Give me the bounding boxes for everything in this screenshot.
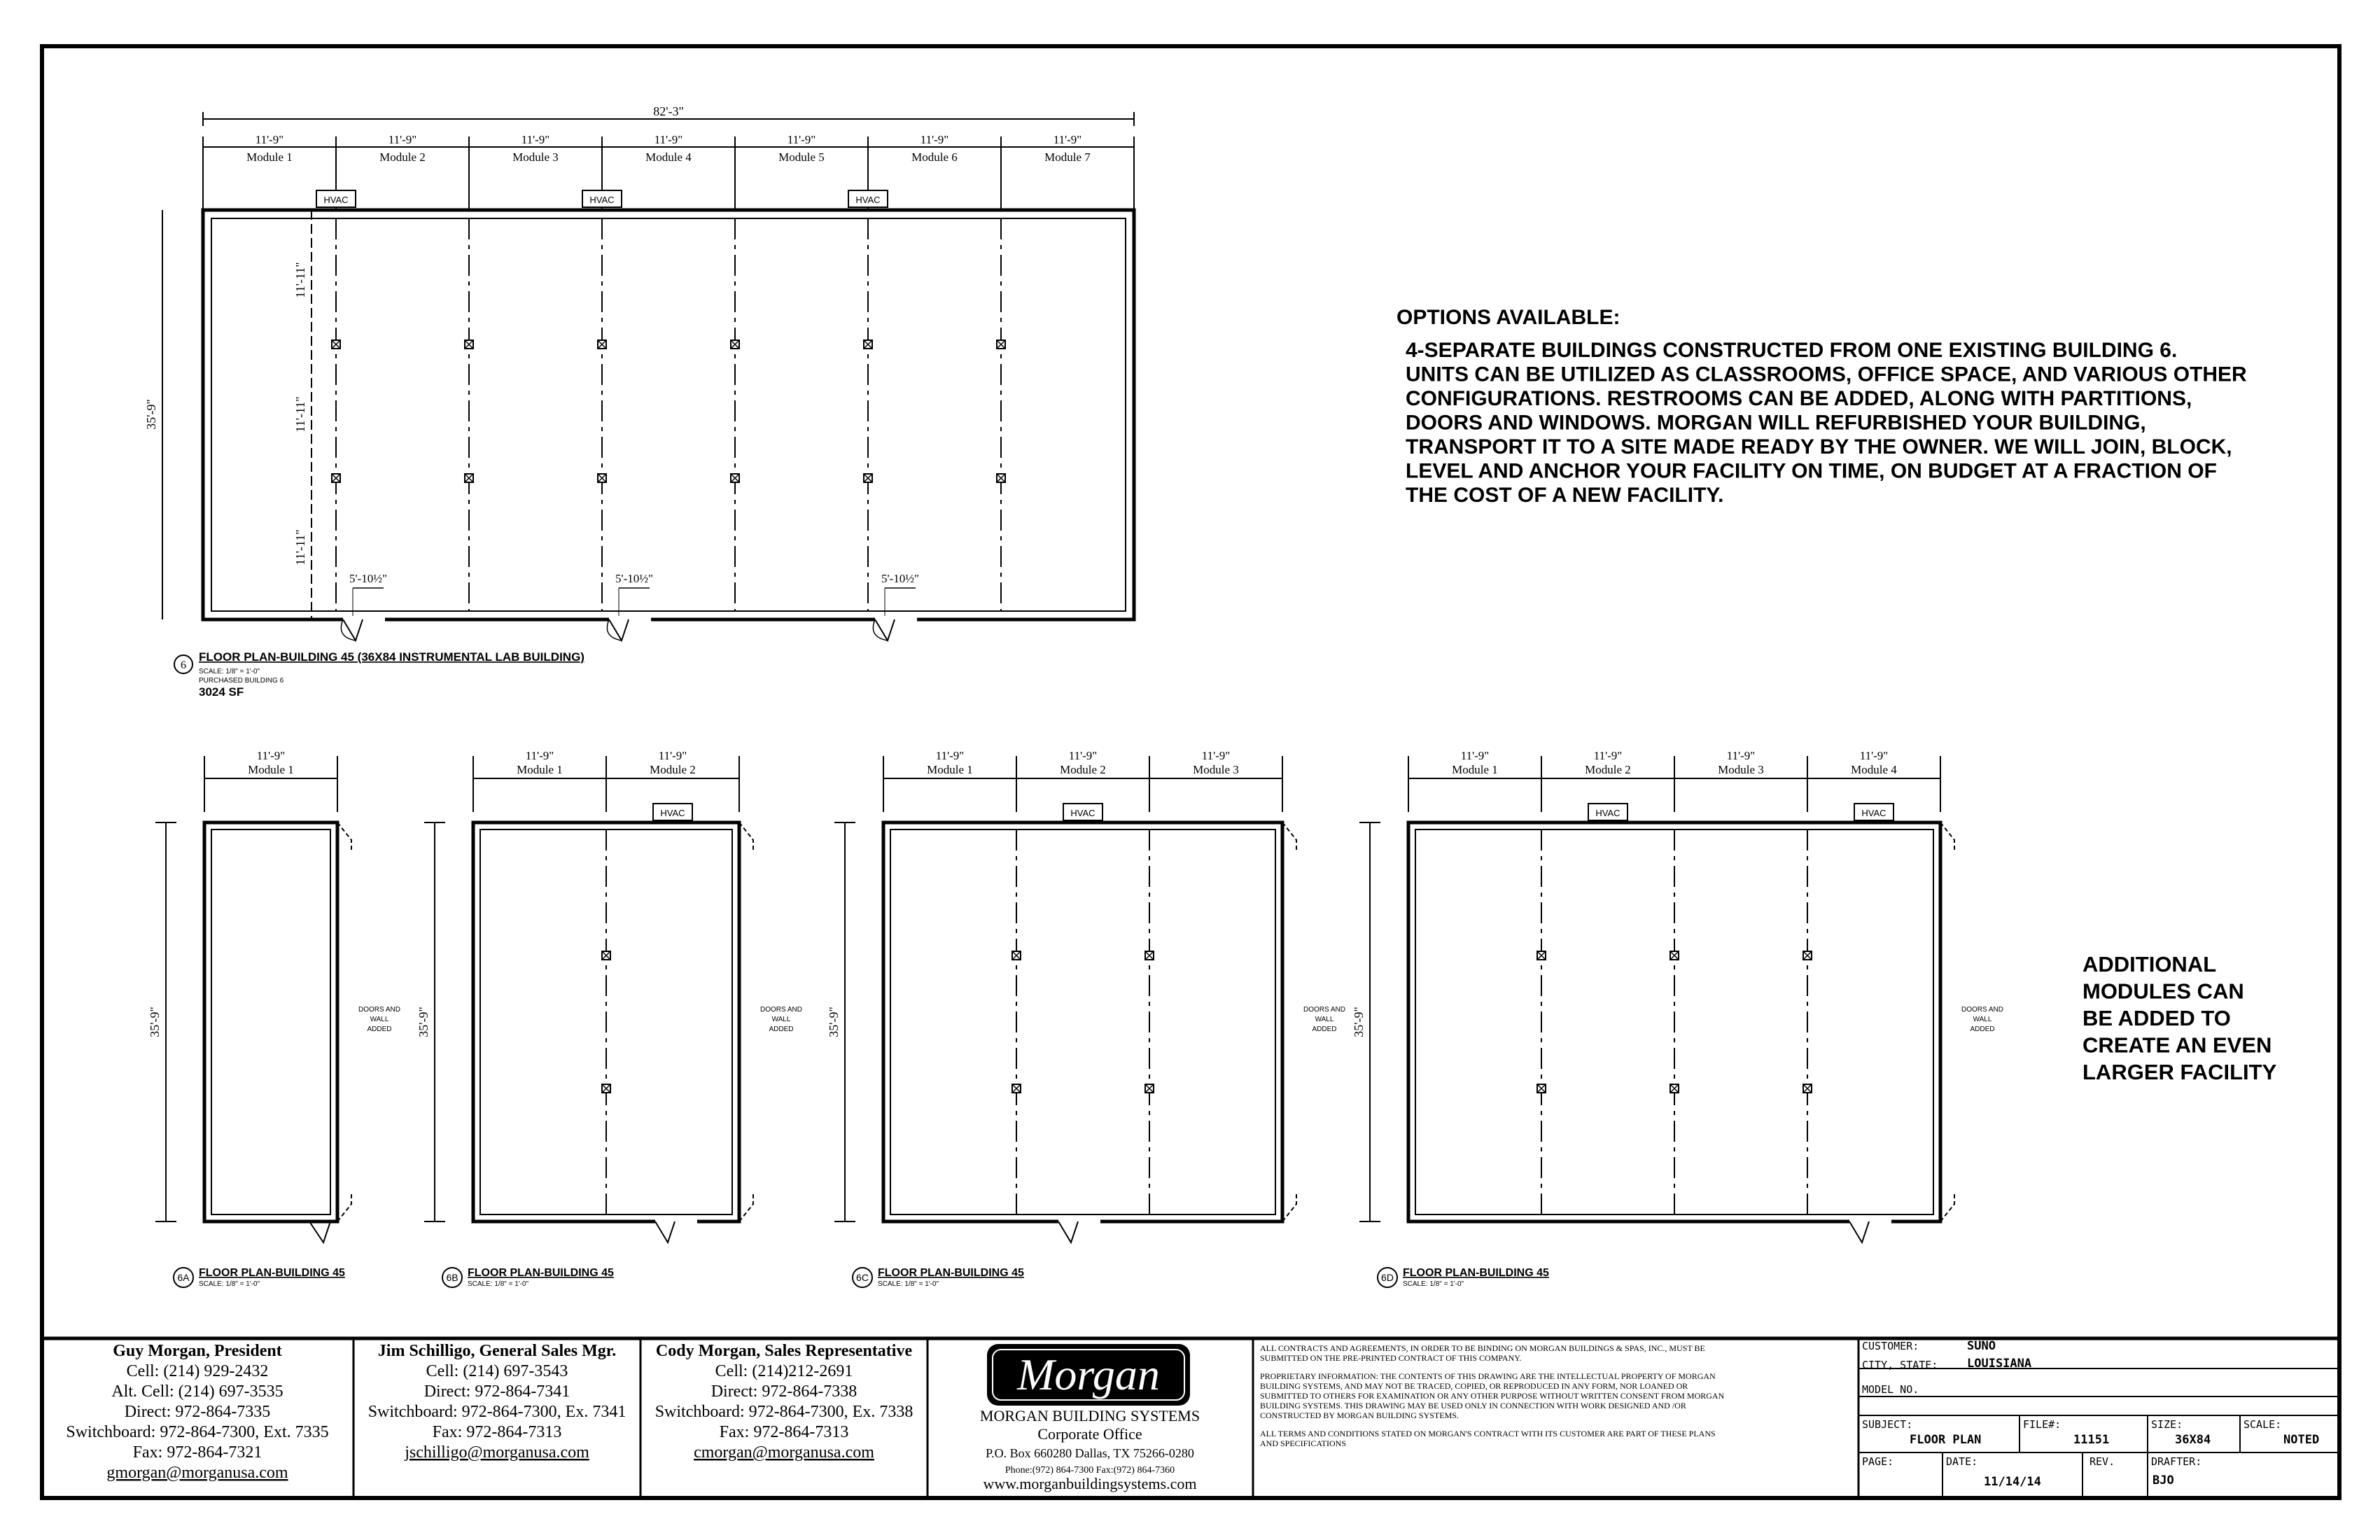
- module-dim-label: 11'-9": [388, 133, 417, 146]
- module-label: Module 1: [517, 763, 563, 776]
- door-opening: [1058, 1217, 1100, 1226]
- height-dim-label: 35'-9": [416, 1007, 430, 1037]
- plan-tag: 6: [181, 659, 186, 671]
- door-swing: [1282, 822, 1296, 850]
- doors-note: DOORS AND: [1303, 1006, 1346, 1014]
- additional-modules-note: [2082, 952, 2277, 1084]
- door-swing: [309, 1222, 330, 1242]
- sub-plan-6a: [148, 749, 400, 1288]
- door-dim-label: 5'-10½": [349, 572, 387, 585]
- plan-title: FLOOR PLAN-BUILDING 45: [468, 1267, 614, 1279]
- plan-area: 3024 SF: [199, 685, 244, 699]
- contact-email[interactable]: jschilligo@morganusa.com: [405, 1443, 589, 1462]
- file-value: 11151: [2073, 1433, 2110, 1447]
- logo-text: Morgan: [1017, 1350, 1160, 1399]
- module-label: Module 2: [650, 763, 696, 776]
- drafter-label: DRAFTER:: [2151, 1455, 2202, 1468]
- module-label: Module 7: [1044, 150, 1091, 164]
- sub-plan-6d: [1352, 749, 2003, 1288]
- door-swing: [337, 822, 351, 850]
- height-dim-label: 35'-9": [144, 399, 158, 430]
- hvac-label: HVAC: [323, 195, 349, 205]
- size-label: SIZE:: [2151, 1418, 2183, 1431]
- legal-line: PROPRIETARY INFORMATION: THE CONTENTS OF THIS DRAWING ARE THE INTELLECTUAL PROPERTY OF MORGAN: [1260, 1371, 1716, 1381]
- company-name: MORGAN BUILDING SYSTEMS: [979, 1407, 1200, 1424]
- additional-line: BE ADDED TO: [2082, 1006, 2231, 1030]
- contact-line: Switchboard: 972-864-7300, Ex. 7338: [654, 1403, 913, 1421]
- door-swing: [1940, 822, 1954, 850]
- additional-line: ADDITIONAL: [2082, 952, 2217, 976]
- contact-name: Guy Morgan, President: [113, 1342, 282, 1360]
- plan-tag: 6C: [856, 1272, 869, 1283]
- hvac-label: HVAC: [855, 195, 881, 205]
- legal-line: SUBMITTED TO OTHERS FOR EXAMINATION OR ANY OTHER PURPOSE WITHOUT WRITTEN CONSENT FROM MORGAN: [1260, 1391, 1725, 1401]
- options-line: 4-SEPARATE BUILDINGS CONSTRUCTED FROM ONE EXISTING BUILDING 6.: [1406, 339, 2178, 362]
- contact-line: Fax: 972-864-7321: [132, 1443, 262, 1462]
- contact-line: Direct: 972-864-7338: [710, 1382, 858, 1401]
- door-dim-label: 5'-10½": [881, 572, 919, 585]
- plan-note: PURCHASED BUILDING 6: [199, 677, 284, 685]
- options-line: LEVEL AND ANCHOR YOUR FACILITY ON TIME, ON BUDGET AT A FRACTION OF: [1406, 459, 2217, 483]
- sheet-border: [42, 46, 2339, 1498]
- building-inner-wall: [890, 830, 1275, 1214]
- sub-plan-6c: [827, 749, 1345, 1288]
- options-notes: [1396, 306, 2247, 507]
- plan-tag: 6A: [177, 1272, 190, 1283]
- plan-tag: 6B: [446, 1272, 458, 1283]
- height-dim-label: 35'-9": [827, 1007, 841, 1037]
- date-value: 11/14/14: [1984, 1475, 2041, 1489]
- segment-dim-label: 11'-11": [293, 529, 307, 566]
- module-dim-label: 11'-9": [1859, 749, 1889, 762]
- door-swing: [337, 1194, 351, 1222]
- scale-label: SCALE:: [2244, 1418, 2282, 1431]
- additional-line: CREATE AN EVEN: [2082, 1032, 2272, 1058]
- legal-line: BUILDING SYSTEMS. THIS DRAWING MAY BE USED ONLY IN CONNECTION WITH WORK DESIGNED AND /OR: [1260, 1401, 1686, 1410]
- hvac-label: HVAC: [660, 808, 685, 818]
- options-heading: OPTIONS AVAILABLE:: [1396, 306, 1620, 329]
- contact-line: Cell: (214) 697-3543: [426, 1362, 568, 1380]
- options-line: THE COST OF A NEW FACILITY.: [1406, 484, 1724, 507]
- date-label: DATE:: [1946, 1455, 1978, 1468]
- subject-label: SUBJECT:: [1862, 1418, 1913, 1431]
- options-line: CONFIGURATIONS. RESTROOMS CAN BE ADDED, ALONG WITH PARTITIONS,: [1406, 387, 2192, 410]
- plan-scale: SCALE: 1/8" = 1'-0": [1403, 1280, 1464, 1288]
- contact-line: Direct: 972-864-7341: [424, 1382, 570, 1401]
- contact-name: Cody Morgan, Sales Representative: [655, 1342, 913, 1360]
- module-dim-label: 11'-9": [525, 749, 554, 762]
- plan-scale: SCALE: 1/8" = 1'-0": [199, 1280, 260, 1288]
- footer: [66, 1338, 2339, 1498]
- module-dim-label: 11'-9": [1593, 749, 1623, 762]
- contact-line: Switchboard: 972-864-7300, Ex. 7341: [368, 1403, 626, 1421]
- customer-label: CUSTOMER:: [1862, 1340, 1919, 1352]
- building-inner-wall: [211, 218, 1126, 611]
- module-label: Module 3: [1193, 763, 1239, 776]
- door-dim-label: 5'-10½": [615, 572, 653, 585]
- sub-floor-plans: [148, 749, 2003, 1288]
- module-label: Module 1: [248, 763, 294, 776]
- company-address: P.O. Box 660280 Dallas, TX 75266-0280: [986, 1446, 1194, 1460]
- module-dim-label: 11'-9": [1460, 749, 1490, 762]
- module-label: Module 5: [778, 150, 825, 164]
- module-dim-label: 11'-9": [654, 133, 683, 146]
- page-label: PAGE:: [1862, 1455, 1894, 1468]
- building-inner-wall: [211, 830, 330, 1214]
- module-dim-label: 11'-9": [521, 133, 550, 146]
- contact-email[interactable]: cmorgan@morganusa.com: [694, 1443, 874, 1462]
- building-outline: [204, 822, 337, 1222]
- contact-line: Fax: 972-864-7313: [432, 1423, 562, 1441]
- title-block: [1858, 1339, 2339, 1498]
- options-line: UNITS CAN BE UTILIZED AS CLASSROOMS, OFFICE SPACE, AND VARIOUS OTHER: [1406, 363, 2247, 386]
- subject-value: FLOOR PLAN: [1910, 1433, 1982, 1447]
- company-block: [980, 1344, 1200, 1492]
- legal-line: ALL CONTRACTS AND AGREEMENTS, IN ORDER TO BE BINDING ON MORGAN BUILDINGS & SPAS, INC., MUST BE: [1260, 1343, 1705, 1353]
- module-dim-label: 11'-9": [1726, 749, 1756, 762]
- plan-title: FLOOR PLAN-BUILDING 45: [1403, 1267, 1549, 1279]
- module-label: Module 2: [1060, 763, 1106, 776]
- legal-line: BUILDING SYSTEMS, AND MAY NOT BE TRACED, COPIED, OR REPRODUCED IN ANY FORM, NOR LOANED OR: [1260, 1381, 1688, 1391]
- contact-line: Fax: 972-864-7313: [719, 1423, 849, 1441]
- rev-label: REV.: [2090, 1455, 2115, 1468]
- model-label: MODEL NO.: [1862, 1383, 1919, 1396]
- legal-line: AND SPECIFICATIONS: [1260, 1438, 1347, 1448]
- company-website[interactable]: www.morganbuildingsystems.com: [983, 1475, 1197, 1492]
- module-label: Module 6: [911, 150, 958, 164]
- company-office: Corporate Office: [1037, 1425, 1142, 1443]
- customer-value: SUNO: [1967, 1339, 1996, 1353]
- module-label: Module 1: [927, 763, 973, 776]
- contact-line: Cell: (214)212-2691: [715, 1362, 853, 1380]
- legal-line: ALL TERMS AND CONDITIONS STATED ON MORGAN'S CONTRACT WITH ITS CUSTOMER ARE PART OF THESE PLANS: [1260, 1429, 1716, 1438]
- city-label: CITY, STATE:: [1862, 1359, 1938, 1371]
- doors-note: WALL: [1973, 1016, 1992, 1023]
- doors-note: ADDED: [1970, 1026, 1995, 1033]
- doors-note: DOORS AND: [760, 1006, 803, 1014]
- module-dim-label: 11'-9": [658, 749, 687, 762]
- hvac-label: HVAC: [1070, 808, 1096, 818]
- building-outline: [203, 210, 1134, 620]
- doors-note: WALL: [771, 1016, 791, 1023]
- module-dim-label: 11'-9": [1068, 749, 1098, 762]
- contact-name: Jim Schilligo, General Sales Mgr.: [377, 1342, 617, 1360]
- file-label: FILE#:: [2023, 1418, 2062, 1431]
- plan-scale: SCALE: 1/8" = 1'-0": [878, 1280, 939, 1288]
- module-label: Module 4: [1851, 763, 1897, 776]
- door-opening: [1849, 1217, 1891, 1226]
- doors-note: WALL: [370, 1016, 389, 1023]
- door-swing: [1940, 1194, 1954, 1222]
- module-dim-label: 11'-9": [920, 133, 949, 146]
- plan-title: FLOOR PLAN-BUILDING 45 (36X84 INSTRUMENTAL LAB BUILDING): [199, 650, 584, 664]
- module-dim-label: 11'-9": [935, 749, 965, 762]
- additional-line: LARGER FACILITY: [2082, 1060, 2277, 1084]
- module-label: Module 2: [1585, 763, 1631, 776]
- plan-scale: SCALE: 1/8" = 1'-0": [199, 668, 260, 676]
- contact-line: Direct: 972-864-7335: [124, 1403, 271, 1421]
- module-dim-label: 11'-9": [1201, 749, 1231, 762]
- module-dim-label: 11'-9": [1053, 133, 1082, 146]
- doors-note: DOORS AND: [358, 1006, 401, 1014]
- doors-note: WALL: [1315, 1016, 1334, 1023]
- contact-line: Alt. Cell: (214) 697-3535: [111, 1382, 284, 1401]
- building-outline: [883, 822, 1282, 1222]
- module-dim-label: 11'-9": [787, 133, 816, 146]
- doors-note: ADDED: [1312, 1026, 1337, 1033]
- hvac-label: HVAC: [589, 195, 615, 205]
- module-label: Module 3: [1718, 763, 1764, 776]
- door-opening: [875, 615, 917, 623]
- overall-dim-label: 82'-3": [653, 104, 684, 118]
- door-swing: [739, 822, 753, 850]
- scale-value: NOTED: [2283, 1433, 2320, 1447]
- options-line: DOORS AND WINDOWS. MORGAN WILL REFURBISHED YOUR BUILDING,: [1406, 411, 2146, 435]
- contact-line: Cell: (214) 929-2432: [126, 1362, 269, 1380]
- legal-notes: [1260, 1343, 1725, 1448]
- main-floor-plan: [144, 104, 1134, 699]
- door-opening: [655, 1217, 697, 1226]
- plan-title: FLOOR PLAN-BUILDING 45: [878, 1267, 1024, 1279]
- plan-scale: SCALE: 1/8" = 1'-0": [468, 1280, 529, 1288]
- door-opening: [343, 615, 385, 623]
- module-dim-label: 11'-9": [256, 749, 286, 762]
- legal-line: SUBMITTED ON THE PRE-PRINTED CONTRACT OF THIS COMPANY.: [1260, 1353, 1522, 1363]
- plan-title: FLOOR PLAN-BUILDING 45: [199, 1267, 345, 1279]
- door-swing: [1282, 1194, 1296, 1222]
- module-label: Module 4: [645, 150, 692, 164]
- sub-plan-6b: [416, 749, 802, 1288]
- additional-line: MODULES CAN: [2082, 979, 2244, 1004]
- drafter-value: BJO: [2152, 1474, 2174, 1488]
- module-dim-label: 11'-9": [255, 133, 284, 146]
- door-swing: [739, 1194, 753, 1222]
- module-label: Module 3: [512, 150, 559, 164]
- segment-dim-label: 11'-11": [293, 262, 307, 298]
- doors-note: ADDED: [367, 1026, 392, 1033]
- height-dim-label: 35'-9": [148, 1007, 162, 1037]
- hvac-label: HVAC: [1861, 808, 1886, 818]
- plan-tag: 6D: [1381, 1272, 1394, 1283]
- doors-note: ADDED: [769, 1026, 794, 1033]
- hvac-label: HVAC: [1595, 808, 1620, 818]
- module-label: Module 1: [1452, 763, 1498, 776]
- module-label: Module 2: [379, 150, 426, 164]
- height-dim-label: 35'-9": [1352, 1007, 1366, 1037]
- segment-dim-label: 11'-11": [293, 396, 307, 433]
- contact-line: Switchboard: 972-864-7300, Ext. 7335: [66, 1423, 329, 1441]
- size-value: 36X84: [2175, 1433, 2211, 1447]
- city-value: LOUISIANA: [1967, 1357, 2032, 1371]
- company-phone: Phone:(972) 864-7300 Fax:(972) 864-7360: [1004, 1465, 1175, 1476]
- legal-line: CONSTRUCTED BY MORGAN BUILDING SYSTEMS.: [1260, 1410, 1459, 1420]
- doors-note: DOORS AND: [1961, 1006, 2004, 1014]
- module-label: Module 1: [246, 150, 293, 164]
- contact-email[interactable]: gmorgan@morganusa.com: [106, 1464, 288, 1482]
- door-opening: [609, 615, 651, 623]
- options-line: TRANSPORT IT TO A SITE MADE READY BY THE OWNER. WE WILL JOIN, BLOCK,: [1406, 435, 2232, 458]
